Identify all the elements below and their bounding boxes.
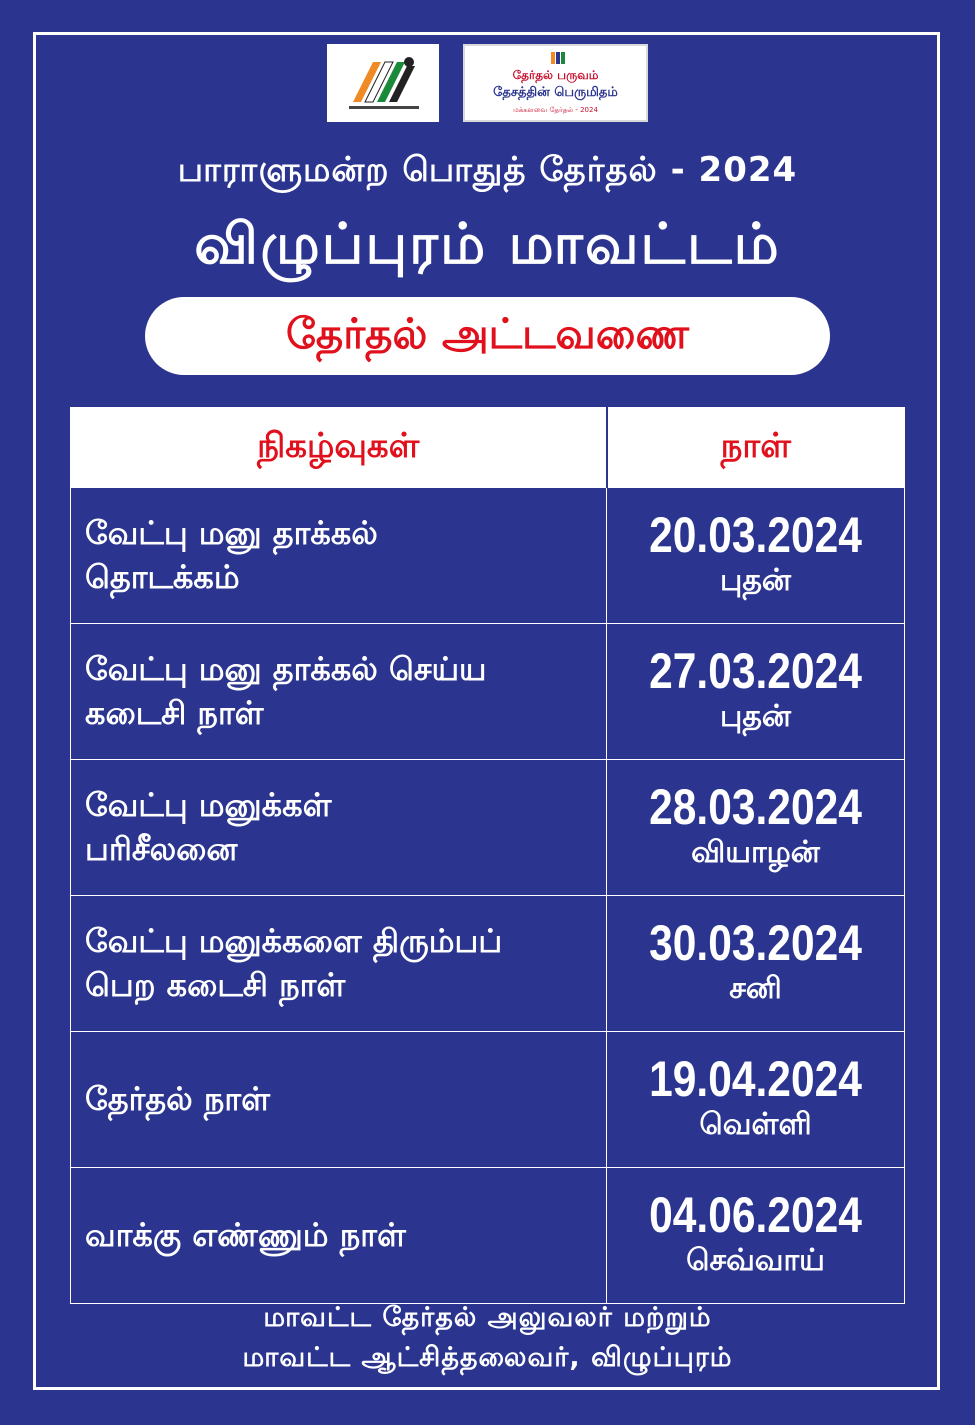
date-cell [607, 624, 905, 760]
table-row [71, 1168, 905, 1304]
day-name: சனி [729, 971, 782, 1007]
table-row [71, 896, 905, 1032]
event-line: தேர்தல் நாள் [85, 1079, 270, 1118]
date-value: 04.06.2024 [649, 1186, 862, 1243]
event-cell [71, 1168, 607, 1304]
event-line: வேட்பு மனுக்கள் [85, 786, 332, 825]
date-cell [607, 1168, 905, 1304]
date-value: 30.03.2024 [649, 914, 862, 971]
table-row [71, 760, 905, 896]
event-cell [71, 624, 607, 760]
district-title: விழுப்புரம் மாவட்டம் [194, 212, 781, 277]
table-row [71, 624, 905, 760]
table-header-row [71, 408, 905, 488]
logo-text-line2: தேசத்தின் பெருமிதம் [493, 85, 618, 100]
schedule-title: தேர்தல் அட்டவணை [286, 308, 689, 358]
column-header-date: நாள் [607, 408, 905, 488]
date-value: 20.03.2024 [649, 506, 862, 563]
date-value: 19.04.2024 [649, 1050, 862, 1107]
event-cell [71, 488, 607, 624]
day-name: புதன் [720, 699, 791, 735]
logo-text-line1: தேர்தல் பருவம் [512, 68, 599, 82]
day-name: வெள்ளி [699, 1107, 812, 1143]
table-row [71, 488, 905, 624]
date-cell [607, 896, 905, 1032]
event-line: கடைசி நாள் [85, 693, 264, 732]
election-title: பாராளுமன்ற பொதுத் தேர்தல் - 2024 [177, 150, 798, 190]
event-line: பெற கடைசி நாள் [85, 965, 346, 1004]
event-line: வேட்பு மனு தாக்கல் [85, 514, 378, 553]
election-commission-logo [327, 44, 439, 122]
event-line: வாக்கு எண்ணும் நாள் [85, 1215, 406, 1254]
event-cell [71, 1032, 607, 1168]
date-cell [607, 760, 905, 896]
event-line: பரிசீலனை [85, 829, 238, 868]
event-line: வேட்பு மனுக்களை திரும்பப் [85, 922, 503, 961]
logo-text-line3: மக்களவை தேர்தல் - 2024 [513, 106, 598, 114]
eci-emblem-icon [327, 44, 439, 122]
ballot-tick-icon [551, 52, 565, 64]
election-festival-logo [463, 44, 648, 122]
event-line: வேட்பு மனு தாக்கல் செய்ய [85, 650, 487, 689]
day-name: செவ்வாய் [686, 1243, 825, 1279]
footer-line2: மாவட்ட ஆட்சித்தலைவர், விழுப்புரம் [242, 1342, 733, 1373]
date-value: 27.03.2024 [649, 642, 862, 699]
event-cell [71, 896, 607, 1032]
event-line: தொடக்கம் [85, 557, 240, 596]
date-cell [607, 1032, 905, 1168]
day-name: வியாழன் [691, 835, 820, 871]
date-value: 28.03.2024 [649, 778, 862, 835]
schedule-table [70, 407, 905, 1304]
table-row [71, 1032, 905, 1168]
day-name: புதன் [720, 563, 791, 599]
event-cell [71, 760, 607, 896]
schedule-title-pill [145, 297, 830, 375]
date-cell [607, 488, 905, 624]
column-header-events: நிகழ்வுகள் [71, 408, 607, 488]
footer-line1: மாவட்ட தேர்தல் அலுவலர் மற்றும் [263, 1302, 712, 1333]
